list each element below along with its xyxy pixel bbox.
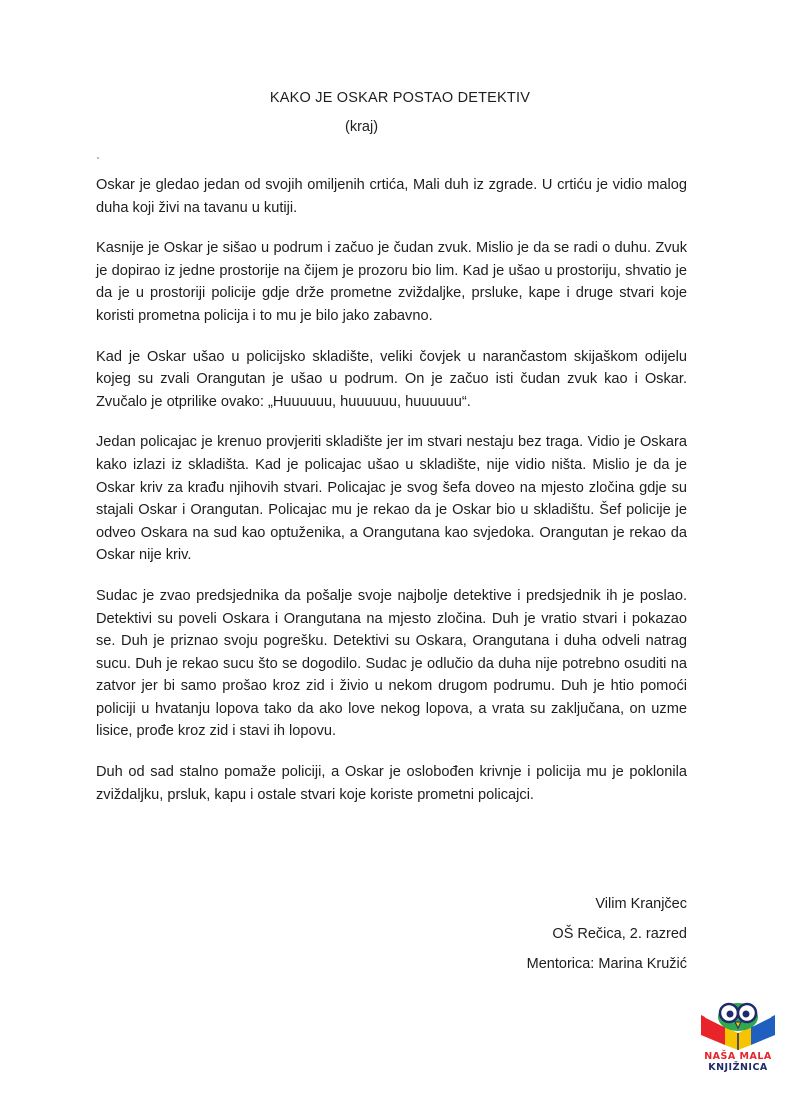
- story-body: [96, 174, 687, 824]
- paragraph: Kasnije je Oskar je sišao u podrum i začuo je čudan zvuk. Mislio je da se radi o duhu. Zvuk je dopirao iz jedne prostorije na čijem je prozoru bio lim. Kad je ušao u prostoriju, shvatio je da je u prostoriji policije gdje drže prometne zviždaljke, prsluke, kape i druge stvari koje koristi prometna policija i to mu je bilo jako zabavno.: [96, 240, 687, 324]
- logo-text-line1: NAŠA MALA: [704, 1051, 772, 1062]
- document-subtitle: (kraj): [345, 119, 379, 135]
- paragraph: Sudac je zvao predsjednika da pošalje svoje najbolje detektive i predsjednik ih je poslao. Detektivi su poveli Oskara i Orangutana na mjesto zločina. Duh je vratio stvari i pokazao se. Duh je priznao svoju pogrešku. Detektivi su Oskara, Orangutana i duha odveli natrag sucu. Duh je rekao sucu što se dogodilo. Sudac je odlučio da duha nije potrebno osuditi na zatvor jer bi samo prošao kroz zid i živio u nekom drugom podrumu. Duh je htio pomoći policiji u hvatanju lopova tako da ako love nekog lopova, a vrata su zaključana, on uzme lisice, prođe kroz zid i stavi ih lopovu.: [96, 587, 687, 740]
- owl-book-icon: [695, 995, 781, 1051]
- logo-text-line2: KNJIŽNICA: [708, 1062, 768, 1073]
- school-class: OŠ Rečica, 2. razred: [552, 926, 687, 942]
- signature-block: [527, 889, 687, 979]
- author-name: Vilim Kranjčec: [595, 896, 687, 912]
- paragraph: Jedan policajac je krenuo provjeriti skladište jer im stvari nestaju bez traga. Vidio je Oskara kako izlazi iz skladišta. Kad je policajac ušao u skladište, nije vidio ništa. Mislio je da je Oskar kriv za krađu njihovih stvari. Policajac je svog šefa doveo na mjesto zločina gdje su stajali Oskar i Orangutan. Policajac mu je rekao da je Oskar bio u skladištu. Šef policije je odveo Oskara na sud kao optuženika, a Orangutana kao svjedoka. Orangutan je rekao da Oskar nije kriv.: [96, 434, 687, 564]
- paragraph: Duh od sad stalno pomaže policiji, a Oskar je oslobođen krivnje i policija mu je poklonila zviždaljku, prsluk, kapu i ostale stvari koje koriste prometni policajci.: [96, 764, 687, 803]
- paragraph: Kad je Oskar ušao u policijsko skladište, veliki čovjek u narančastom skijaškom odijelu kojeg su zvali Orangutan je ušao u podrum. On je začuo isti čudan zvuk kao i Oskar. Zvučalo je otprilike ovako: „Huuuuuu, huuuuuu, huuuuuu“.: [96, 348, 687, 410]
- paragraph: Oskar je gledao jedan od svojih omiljenih crtića, Mali duh iz zgrade. U crtiću je vidio malog duha koji živi na tavanu u kutiji.: [96, 177, 687, 216]
- mentor-name: Mentorica: Marina Kružić: [526, 956, 687, 972]
- document-title: KAKO JE OSKAR POSTAO DETEKTIV: [269, 90, 531, 106]
- library-logo: [695, 995, 781, 1079]
- scan-mark: [97, 157, 99, 159]
